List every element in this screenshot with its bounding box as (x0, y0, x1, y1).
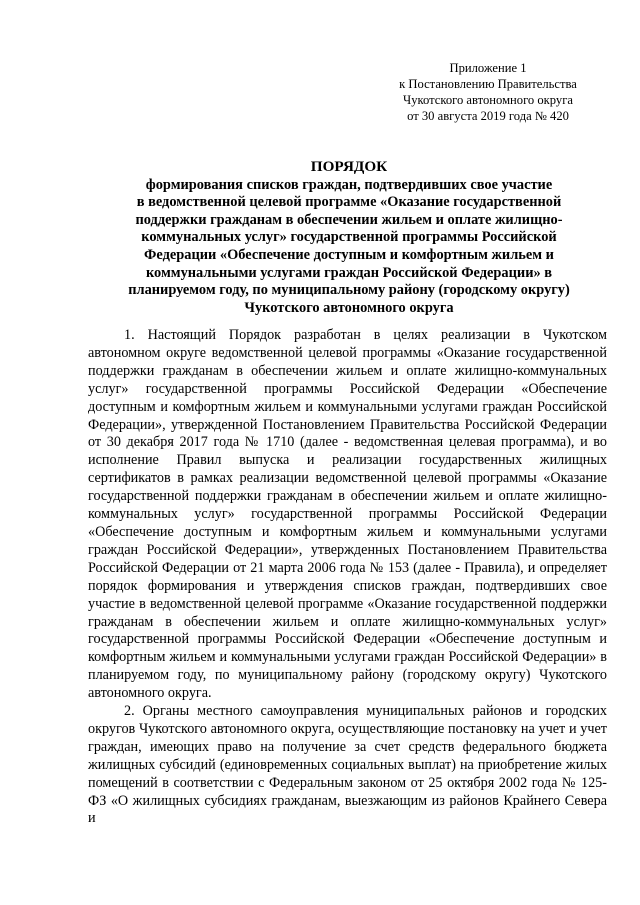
title-heading: ПОРЯДОК (310, 158, 388, 175)
document-title (100, 158, 598, 317)
title-line-3: поддержки гражданам в обеспечении жильем и оплате жилищно- (135, 211, 563, 228)
paragraph-1: 1. Настоящий Порядок разработан в целях реализации в Чукотском автономном округе ведомственной целевой программы «Оказание государственной поддержки гражданам в обеспечении жильем и оплате жилищно-коммунальных услуг» государственной программы Российской Федерации «Обеспечение доступным и комфортным жильем и коммунальными услугами граждан Российской Федерации», утвержденной Постановлением Правительства Российской Федерации от 30 декабря 2017 года № 1710 (далее - ведомственная целевая программа), и во исполнение Правил выпуска и реализации государственных жилищных сертификатов в рамках реализации ведомственной целевой программы «Оказание государственной поддержки гражданам в обеспечении жильем и оплате жилищно-коммунальных услуг» государственной программы Российской Федерации «Обеспечение доступным и комфортным жильем и коммунальными услугами граждан Российской Федерации», утвержденных Постановлением Правительства Российской Федерации от 21 марта 2006 года № 153 (далее - Правила), и определяет порядок формирования и утверждения списков граждан, подтвердивших свое участие в ведомственной целевой программе «Оказание государственной поддержки гражданам в обеспечении жильем и оплате жилищно-коммунальных услуг» государственной программы Российской Федерации «Обеспечение доступным и комфортным жильем и коммунальными услугами граждан Российской Федерации» в планируемом году, по муниципальному району (городскому округу) Чукотского автономного округа. (88, 327, 607, 702)
appendix-line-3: Чукотского автономного округа (403, 93, 573, 107)
appendix-header (388, 60, 588, 124)
title-line-5: Федерации «Обеспечение доступным и комфортным жильем и (144, 246, 554, 263)
appendix-line-4: от 30 августа 2019 года № 420 (407, 109, 569, 123)
document-body (88, 327, 607, 828)
appendix-line-1: Приложение 1 (449, 61, 527, 75)
appendix-line-2: к Постановлению Правительства (399, 77, 577, 91)
title-line-1: формирования списков граждан, подтвердивших свое участие (145, 176, 553, 193)
title-line-6: коммунальными услугами граждан Российской Федерации» в (145, 264, 553, 281)
title-line-7: планируемом году, по муниципальному району (городскому округу) (128, 282, 570, 299)
title-line-4: коммунальных услуг» государственной программы Российской (141, 229, 557, 246)
paragraph-2: 2. Органы местного самоуправления муниципальных районов и городских округов Чукотского автономного округа, осуществляющие постановку на учет и учет граждан, имеющих право на получение за счет средств федерального бюджета жилищных субсидий (единовременных социальных выплат) на приобретение жилых помещений в соответствии с Федеральным законом от 25 октября 2002 года № 125-ФЗ «О жилищных субсидиях гражданам, выезжающим из районов Крайнего Севера и (88, 703, 607, 827)
title-line-2: в ведомственной целевой программе «Оказание государственной (136, 194, 562, 211)
title-line-8: Чукотского автономного округа (244, 299, 454, 316)
